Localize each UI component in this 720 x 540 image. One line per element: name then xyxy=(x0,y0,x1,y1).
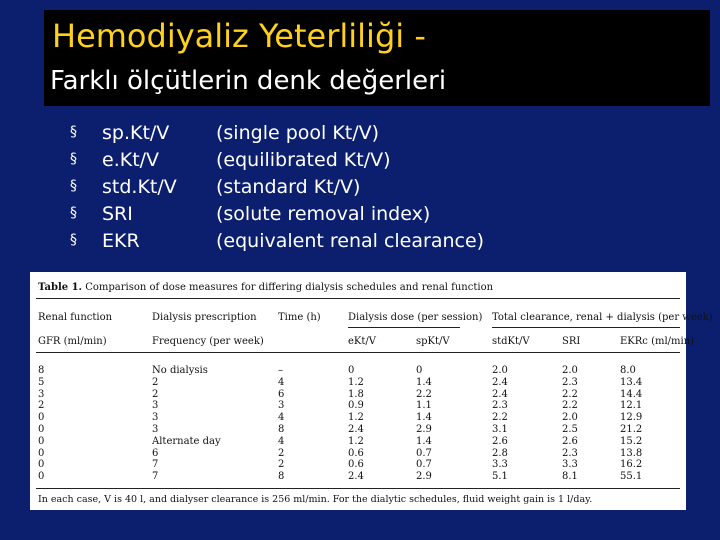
cell-frequency: 3 xyxy=(152,400,159,412)
cell-frequency: Alternate day xyxy=(152,435,221,447)
cell-time: – xyxy=(278,365,283,376)
cell-spktv: 1.4 xyxy=(416,435,432,447)
header-frequency: Frequency (per week) xyxy=(152,336,264,347)
cell-ektv: 0.6 xyxy=(348,447,364,459)
cell-ektv: 1.2 xyxy=(348,435,364,447)
cell-sri: 2.3 xyxy=(562,447,578,459)
cell-ektv: 1.2 xyxy=(348,376,364,388)
bullet-marker-icon: § xyxy=(70,232,77,248)
cell-time: 2 xyxy=(278,459,285,471)
bullet-abbr: std.Kt/V xyxy=(102,176,177,198)
cell-sri: 2.3 xyxy=(562,376,578,388)
cell-ektv: 0.9 xyxy=(348,400,364,412)
cell-stdktv: 2.0 xyxy=(492,365,508,376)
header-renal-function: Renal function xyxy=(38,312,113,323)
cell-stdktv: 5.1 xyxy=(492,471,508,483)
cell-ekrc: 15.2 xyxy=(620,435,643,447)
bullet-item xyxy=(70,230,710,257)
bullet-abbr: SRI xyxy=(102,203,133,225)
cell-gfr: 0 xyxy=(38,412,45,424)
cell-ekrc: 16.2 xyxy=(620,459,643,471)
cell-gfr: 5 xyxy=(38,376,45,388)
slide-subtitle: Farklı ölçütlerin denk değerleri xyxy=(50,66,447,96)
cell-frequency: 6 xyxy=(152,447,159,459)
header-underline-dose xyxy=(348,327,460,328)
cell-ekrc: 13.8 xyxy=(620,447,643,459)
table-rule-header xyxy=(36,352,680,353)
cell-sri: 2.5 xyxy=(562,424,578,435)
cell-ekrc: 21.2 xyxy=(620,424,643,435)
bullet-item xyxy=(70,176,710,203)
slide-title: Hemodiyaliz Yeterliliği - xyxy=(52,17,426,55)
bullet-desc: (solute removal index) xyxy=(216,203,431,225)
header-dialysis-dose: Dialysis dose (per session) xyxy=(348,312,483,323)
cell-ektv: 0.6 xyxy=(348,459,364,471)
cell-sri: 2.6 xyxy=(562,435,578,447)
header-ektv: eKt/V xyxy=(348,336,376,347)
cell-spktv: 1.4 xyxy=(416,412,432,424)
table-rule-bottom xyxy=(36,488,680,489)
bullet-item xyxy=(70,203,710,230)
cell-time: 6 xyxy=(278,388,285,400)
bullet-abbr: sp.Kt/V xyxy=(102,122,170,144)
title-box xyxy=(44,10,710,106)
bullet-abbr: EKR xyxy=(102,230,140,252)
cell-spktv: 2.9 xyxy=(416,471,432,483)
cell-spktv: 1.4 xyxy=(416,376,432,388)
cell-gfr: 0 xyxy=(38,471,45,483)
cell-ektv: 1.8 xyxy=(348,388,364,400)
cell-gfr: 0 xyxy=(38,435,45,447)
bullet-item xyxy=(70,122,710,149)
header-time: Time (h) xyxy=(278,312,321,323)
cell-time: 4 xyxy=(278,376,285,388)
cell-spktv: 0 xyxy=(416,365,423,376)
cell-frequency: 7 xyxy=(152,459,159,471)
cell-stdktv: 2.2 xyxy=(492,412,508,424)
cell-frequency: 2 xyxy=(152,388,159,400)
bullet-desc: (equivalent renal clearance) xyxy=(216,230,485,252)
header-underline-clearance xyxy=(492,327,680,328)
cell-stdktv: 3.3 xyxy=(492,459,508,471)
cell-sri: 2.0 xyxy=(562,365,578,376)
cell-ekrc: 13.4 xyxy=(620,376,643,388)
table-caption xyxy=(38,282,493,293)
cell-time: 8 xyxy=(278,424,285,435)
cell-ekrc: 55.1 xyxy=(620,471,643,483)
cell-frequency: 2 xyxy=(152,376,159,388)
table-caption-text: Comparison of dose measures for differing dialysis schedules and renal function xyxy=(85,282,494,293)
header-spktv: spKt/V xyxy=(416,336,450,347)
cell-spktv: 0.7 xyxy=(416,447,432,459)
cell-gfr: 3 xyxy=(38,388,45,400)
cell-ekrc: 14.4 xyxy=(620,388,643,400)
cell-frequency: 3 xyxy=(152,412,159,424)
cell-stdktv: 2.3 xyxy=(492,400,508,412)
bullet-desc: (equilibrated Kt/V) xyxy=(216,149,391,171)
bullet-item xyxy=(70,149,710,176)
cell-ektv: 2.4 xyxy=(348,424,364,435)
bullet-marker-icon: § xyxy=(70,205,77,221)
cell-ektv: 2.4 xyxy=(348,471,364,483)
cell-time: 4 xyxy=(278,435,285,447)
cell-frequency: 7 xyxy=(152,471,159,483)
cell-ektv: 1.2 xyxy=(348,412,364,424)
cell-frequency: No dialysis xyxy=(152,365,208,376)
cell-stdktv: 2.4 xyxy=(492,388,508,400)
cell-gfr: 0 xyxy=(38,447,45,459)
cell-ektv: 0 xyxy=(348,365,355,376)
cell-spktv: 2.2 xyxy=(416,388,432,400)
cell-gfr: 2 xyxy=(38,400,45,412)
header-total-clearance: Total clearance, renal + dialysis (per week) xyxy=(492,312,713,323)
cell-time: 8 xyxy=(278,471,285,483)
cell-spktv: 2.9 xyxy=(416,424,432,435)
table-footnote: In each case, V is 40 l, and dialyser clearance is 256 ml/min. For the dialytic schedules, fluid weight gain is 1 l/day. xyxy=(38,494,593,505)
bullet-list xyxy=(70,122,710,257)
cell-stdktv: 3.1 xyxy=(492,424,508,435)
cell-spktv: 1.1 xyxy=(416,400,432,412)
cell-time: 4 xyxy=(278,412,285,424)
cell-stdktv: 2.4 xyxy=(492,376,508,388)
cell-sri: 8.1 xyxy=(562,471,578,483)
bullet-marker-icon: § xyxy=(70,124,77,140)
cell-sri: 3.3 xyxy=(562,459,578,471)
header-sri: SRI xyxy=(562,336,581,347)
cell-stdktv: 2.8 xyxy=(492,447,508,459)
header-stdktv: stdKt/V xyxy=(492,336,530,347)
cell-frequency: 3 xyxy=(152,424,159,435)
cell-ekrc: 12.9 xyxy=(620,412,643,424)
cell-gfr: 0 xyxy=(38,459,45,471)
cell-sri: 2.0 xyxy=(562,412,578,424)
bullet-desc: (single pool Kt/V) xyxy=(216,122,380,144)
cell-ekrc: 8.0 xyxy=(620,365,636,376)
header-dialysis-prescription: Dialysis prescription xyxy=(152,312,257,323)
cell-spktv: 0.7 xyxy=(416,459,432,471)
cell-time: 3 xyxy=(278,400,285,412)
bullet-abbr: e.Kt/V xyxy=(102,149,160,171)
table-caption-label: Table 1. xyxy=(38,282,83,293)
header-gfr: GFR (ml/min) xyxy=(38,336,107,347)
cell-gfr: 8 xyxy=(38,365,45,376)
comparison-table-image xyxy=(30,272,713,510)
table-rule-top xyxy=(36,298,680,299)
bullet-marker-icon: § xyxy=(70,178,77,194)
header-ekrc: EKRc (ml/min) xyxy=(620,336,695,347)
bullet-desc: (standard Kt/V) xyxy=(216,176,361,198)
cell-time: 2 xyxy=(278,447,285,459)
cell-stdktv: 2.6 xyxy=(492,435,508,447)
cell-ekrc: 12.1 xyxy=(620,400,643,412)
cell-gfr: 0 xyxy=(38,424,45,435)
cell-sri: 2.2 xyxy=(562,388,578,400)
cell-sri: 2.2 xyxy=(562,400,578,412)
bullet-marker-icon: § xyxy=(70,151,77,167)
